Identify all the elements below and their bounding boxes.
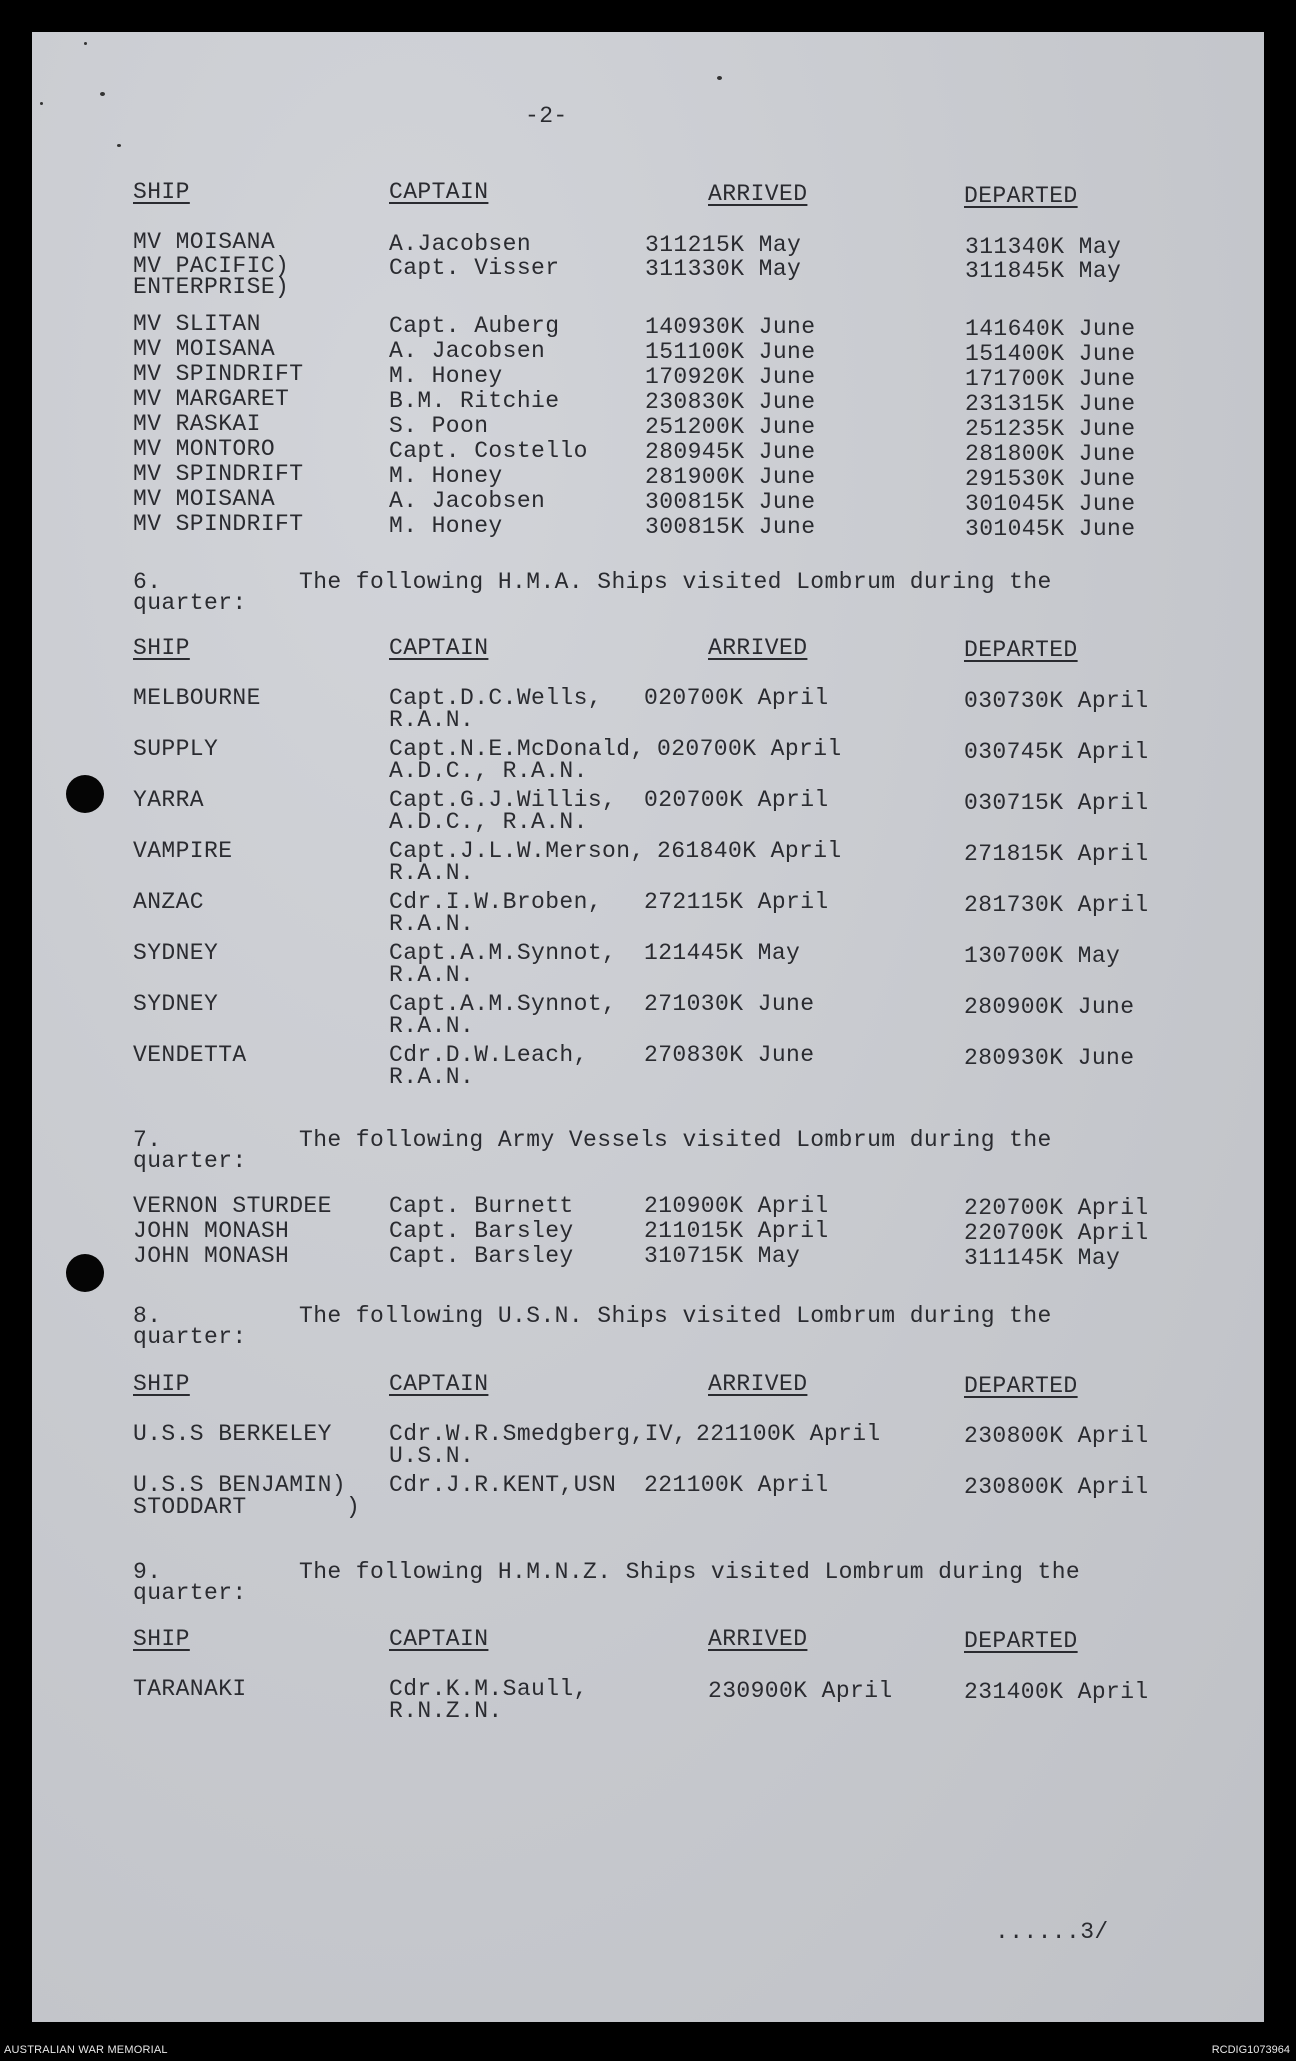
arrived-time: 281900K June (645, 464, 816, 490)
captain-name-cont: R.A.N. (389, 962, 475, 988)
arrived-time: 230900K April (708, 1678, 893, 1704)
captain-name-cont: R.N.Z.N. (389, 1698, 503, 1724)
captain-name: Capt. Barsley (389, 1243, 574, 1269)
ship-name: VENDETTA (133, 1042, 247, 1068)
captain-name: Capt. Burnett (389, 1193, 574, 1219)
captain-name: S. Poon (389, 413, 489, 439)
ship-name: MELBOURNE (133, 685, 261, 711)
captain-name: M. Honey (389, 463, 503, 489)
ship-name: TARANAKI (133, 1676, 247, 1702)
ship-name: MV MONTORO (133, 436, 276, 462)
departed-time: 230800K April (964, 1474, 1149, 1500)
captain-name: Capt.A.M.Synnot, (389, 991, 617, 1017)
departed-time: 311145K May (964, 1245, 1121, 1271)
departed-time: 301045K June (965, 516, 1136, 542)
section-intro-cont: quarter: (133, 1580, 247, 1606)
header-captain: CAPTAIN (389, 635, 489, 661)
section-number: 7. (133, 1127, 162, 1153)
section-intro: The following H.M.N.Z. Ships visited Lombrum during the (299, 1559, 1081, 1585)
departed-time: 311340K May (965, 234, 1122, 260)
header-departed: DEPARTED (964, 183, 1078, 209)
arrived-time: 020700K April (644, 685, 829, 711)
departed-time: 231400K April (964, 1679, 1149, 1705)
ship-name: U.S.S BERKELEY (133, 1421, 332, 1447)
ship-name: SYDNEY (133, 991, 219, 1017)
section-intro-cont: quarter: (133, 1324, 247, 1350)
ship-name: MV MOISANA (133, 229, 276, 255)
header-departed: DEPARTED (964, 1628, 1078, 1654)
ship-name: YARRA (133, 787, 205, 813)
captain-name-cont: A.D.C., R.A.N. (389, 758, 588, 784)
ship-name: VAMPIRE (133, 838, 233, 864)
captain-name: B.M. Ritchie (389, 388, 560, 414)
section-intro: The following U.S.N. Ships visited Lombrum during the (299, 1303, 1052, 1329)
departed-time: 271815K April (964, 841, 1149, 867)
departed-time: 030745K April (964, 739, 1149, 765)
header-captain: CAPTAIN (389, 1371, 489, 1397)
captain-name: M. Honey (389, 513, 503, 539)
departed-time: 220700K April (964, 1220, 1149, 1246)
captain-name: Cdr.D.W.Leach, (389, 1042, 588, 1068)
departed-time: 251235K June (965, 416, 1136, 442)
arrived-time: 230830K June (645, 389, 816, 415)
arrived-time: 270830K June (644, 1042, 815, 1068)
captain-name: Capt. Barsley (389, 1218, 574, 1244)
ship-name: MV SPINDRIFT (133, 511, 304, 537)
ship-name: MV PACIFIC) (133, 253, 290, 279)
section-intro: The following H.M.A. Ships visited Lombrum during the (299, 569, 1052, 595)
ship-name: MV MOISANA (133, 336, 276, 362)
captain-name: Cdr.W.R.Smedgberg,IV, (389, 1421, 688, 1447)
departed-time: 231315K June (965, 391, 1136, 417)
captain-name-cont: R.A.N. (389, 911, 475, 937)
captain-name: Capt.J.L.W.Merson, (389, 838, 645, 864)
captain-name-cont: R.A.N. (389, 707, 475, 733)
arrived-time: 020700K April (657, 736, 842, 762)
header-captain: CAPTAIN (389, 179, 489, 205)
arrived-time: 251200K June (645, 414, 816, 440)
captain-name: M. Honey (389, 363, 503, 389)
ship-name: SYDNEY (133, 940, 219, 966)
arrived-time: 280945K June (645, 439, 816, 465)
arrived-time: 310715K May (644, 1243, 801, 1269)
punch-hole (66, 775, 104, 813)
section-number: 6. (133, 569, 162, 595)
departed-time: 311845K May (965, 258, 1122, 284)
departed-time: 030715K April (964, 790, 1149, 816)
paper-speck (117, 144, 121, 147)
header-departed: DEPARTED (964, 637, 1078, 663)
ship-name: MV SPINDRIFT (133, 461, 304, 487)
captain-name-cont: A.D.C., R.A.N. (389, 809, 588, 835)
arrived-time: 221100K April (696, 1421, 881, 1447)
header-ship: SHIP (133, 1626, 190, 1652)
continuation-marker: ......3/ (995, 1919, 1109, 1945)
arrived-time: 221100K April (644, 1472, 829, 1498)
departed-time: 291530K June (965, 466, 1136, 492)
header-ship: SHIP (133, 179, 190, 205)
captain-name: Cdr.I.W.Broben, (389, 889, 603, 915)
captain-name: Capt.G.J.Willis, (389, 787, 617, 813)
arrived-time: 272115K April (644, 889, 829, 915)
departed-time: 281800K June (965, 441, 1136, 467)
captain-name-cont: R.A.N. (389, 860, 475, 886)
departed-time: 171700K June (965, 366, 1136, 392)
departed-time: 141640K June (965, 316, 1136, 342)
paper-speck (40, 102, 43, 105)
ship-name: SUPPLY (133, 736, 219, 762)
ship-name: MV MARGARET (133, 386, 290, 412)
ship-name: MV RASKAI (133, 411, 261, 437)
ship-name: U.S.S BENJAMIN) (133, 1472, 347, 1498)
arrived-time: 151100K June (645, 339, 816, 365)
arrived-time: 311215K May (645, 232, 802, 258)
arrived-time: 271030K June (644, 991, 815, 1017)
captain-name: Capt.N.E.McDonald, (389, 736, 645, 762)
footer-archive-name: AUSTRALIAN WAR MEMORIAL (4, 2044, 168, 2056)
header-departed: DEPARTED (964, 1373, 1078, 1399)
paper-speck (84, 42, 87, 45)
captain-name: Capt. Visser (389, 255, 560, 281)
arrived-time: 210900K April (644, 1193, 829, 1219)
arrived-time: 121445K May (644, 940, 801, 966)
ship-name: VERNON STURDEE (133, 1193, 332, 1219)
captain-name: Capt. Costello (389, 438, 588, 464)
page-number: -2- (525, 103, 568, 129)
departed-time: 230800K April (964, 1423, 1149, 1449)
header-arrived: ARRIVED (708, 635, 808, 661)
captain-name: Capt. Auberg (389, 313, 560, 339)
punch-hole (66, 1254, 104, 1292)
header-ship: SHIP (133, 1371, 190, 1397)
captain-name: A. Jacobsen (389, 488, 546, 514)
header-arrived: ARRIVED (708, 1626, 808, 1652)
header-arrived: ARRIVED (708, 181, 808, 207)
ship-name-cont: STODDART ) (133, 1494, 361, 1520)
departed-time: 280930K June (964, 1045, 1135, 1071)
captain-name: Capt.D.C.Wells, (389, 685, 603, 711)
departed-time: 280900K June (964, 994, 1135, 1020)
captain-name: A. Jacobsen (389, 338, 546, 364)
captain-name-cont: R.A.N. (389, 1064, 475, 1090)
departed-time: 130700K May (964, 943, 1121, 969)
header-arrived: ARRIVED (708, 1371, 808, 1397)
captain-name: A.Jacobsen (389, 231, 532, 257)
paper-speck (717, 76, 722, 80)
arrived-time: 261840K April (657, 838, 842, 864)
arrived-time: 211015K April (644, 1218, 829, 1244)
ship-name: JOHN MONASH (133, 1218, 290, 1244)
arrived-time: 300815K June (645, 489, 816, 515)
departed-time: 301045K June (965, 491, 1136, 517)
paper-speck (100, 92, 105, 96)
header-ship: SHIP (133, 635, 190, 661)
ship-name: MV SLITAN (133, 311, 261, 337)
captain-name: Cdr.K.M.Saull, (389, 1676, 588, 1702)
document-page (32, 32, 1264, 2022)
section-number: 8. (133, 1303, 162, 1329)
departed-time: 030730K April (964, 688, 1149, 714)
captain-name: Cdr.J.R.KENT,USN (389, 1472, 617, 1498)
section-intro-cont: quarter: (133, 1148, 247, 1174)
arrived-time: 170920K June (645, 364, 816, 390)
ship-name: MV MOISANA (133, 486, 276, 512)
ship-name: JOHN MONASH (133, 1243, 290, 1269)
captain-name-cont: R.A.N. (389, 1013, 475, 1039)
captain-name: Capt.A.M.Synnot, (389, 940, 617, 966)
footer-record-id: RCDIG1073964 (1211, 2044, 1290, 2056)
header-captain: CAPTAIN (389, 1626, 489, 1652)
ship-name: MV SPINDRIFT (133, 361, 304, 387)
arrived-time: 020700K April (644, 787, 829, 813)
departed-time: 220700K April (964, 1195, 1149, 1221)
arrived-time: 311330K May (645, 256, 802, 282)
section-intro-cont: quarter: (133, 590, 247, 616)
departed-time: 281730K April (964, 892, 1149, 918)
ship-name: ANZAC (133, 889, 205, 915)
departed-time: 151400K June (965, 341, 1136, 367)
ship-name-cont: ENTERPRISE) (133, 274, 290, 300)
section-intro: The following Army Vessels visited Lombrum during the (299, 1127, 1052, 1153)
section-number: 9. (133, 1559, 162, 1585)
arrived-time: 140930K June (645, 314, 816, 340)
archive-footer (0, 2037, 1296, 2061)
arrived-time: 300815K June (645, 514, 816, 540)
captain-name-cont: U.S.N. (389, 1443, 475, 1469)
